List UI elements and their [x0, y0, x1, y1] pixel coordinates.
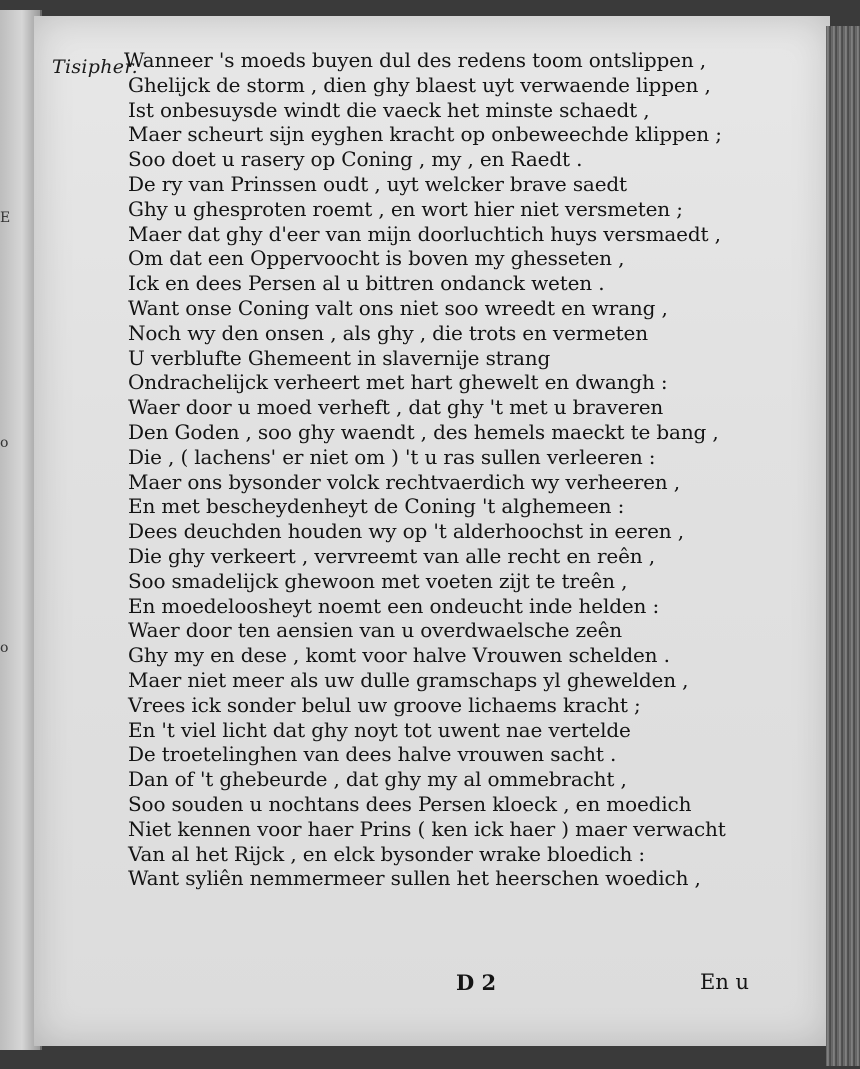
- verse-line: En 't viel licht dat ghy noyt tot uwent nae vertelde: [128, 717, 631, 742]
- verse-line: Soo souden u nochtans dees Persen kloeck , en moedich: [128, 791, 692, 816]
- verse-line: Vrees ick sonder belul uw groove lichaems kracht ;: [128, 692, 641, 717]
- verse-line: En met bescheydenheyt de Coning 't alghemeen :: [128, 494, 625, 519]
- verse-block: [124, 48, 814, 891]
- verse-line: Maer dat ghy d'eer van mijn doorluchtich huys versmaedt ,: [128, 221, 721, 246]
- speaker-label: Tisipher.: [52, 56, 138, 78]
- verse-line: Die , ( lachens' er niet om ) 't u ras sullen verleeren :: [128, 444, 656, 469]
- verse-line: Ghy my en dese , komt voor halve Vrouwen schelden .: [128, 643, 670, 668]
- verse-line: Ghy u ghesproten roemt , en wort hier niet versmeten ;: [128, 196, 683, 221]
- catchword: En u: [700, 970, 750, 994]
- verse-line: Want onse Coning valt ons niet soo wreedt en wrang ,: [128, 295, 668, 320]
- verse-line: Soo smadelijck ghewoon met voeten zijt te treên ,: [128, 568, 628, 593]
- page-stack-edge: [826, 26, 860, 1066]
- verse-line: Die ghy verkeert , vervreemt van alle recht en reên ,: [128, 543, 655, 568]
- verse-line: Ick en dees Persen al u bittren ondanck weten .: [128, 271, 605, 296]
- verse-line: De troetelinghen van dees halve vrouwen sacht .: [128, 742, 617, 767]
- left-leaf-mark: o: [0, 435, 9, 451]
- verse-line: Waer door ten aensien van u overdwaelsche zeên: [128, 618, 623, 643]
- verse-line: Den Goden , soo ghy waendt , des hemels maeckt te bang ,: [128, 419, 719, 444]
- verse-line: De ry van Prinssen oudt , uyt welcker brave saedt: [128, 171, 627, 196]
- verse-line: Niet kennen voor haer Prins ( ken ick haer ) maer verwacht: [128, 816, 726, 841]
- verse-line: Van al het Rijck , en elck bysonder wrake bloedich :: [128, 841, 646, 866]
- left-leaf-mark: E: [0, 210, 11, 226]
- verse-line: U verblufte Ghemeent in slavernije strang: [128, 345, 551, 370]
- verse-line: Soo doet u rasery op Coning , my , en Raedt .: [128, 147, 583, 172]
- verse-line: Dan of 't ghebeurde , dat ghy my al ommebracht ,: [128, 767, 627, 792]
- verse-line: Maer niet meer als uw dulle gramschaps yl ghewelden ,: [128, 667, 689, 692]
- verse-line: Ondrachelijck verheert met hart ghewelt en dwangh :: [128, 370, 668, 395]
- left-leaf-mark: o: [0, 640, 9, 656]
- verse-line: Noch wy den onsen , als ghy , die trots en vermeten: [128, 320, 648, 345]
- verse-line: Wanneer 's moeds buyen dul des redens toom ontslippen ,: [124, 48, 707, 72]
- verse-line: Maer scheurt sijn eyghen kracht op onbeweechde klippen ;: [128, 122, 722, 147]
- verse-line: Ghelijck de storm , dien ghy blaest uyt verwaende lippen ,: [128, 72, 711, 97]
- signature-mark: D 2: [456, 970, 497, 995]
- verse-line: Dees deuchden houden wy op 't alderhoochst in eeren ,: [128, 519, 684, 544]
- verse-line: Maer ons bysonder volck rechtvaerdich wy verheeren ,: [128, 469, 680, 494]
- verse-line: En moedeloosheyt noemt een ondeucht inde helden :: [128, 593, 660, 618]
- verse-line: Ist onbesuysde windt die vaeck het minste schaedt ,: [128, 97, 650, 122]
- verse-line: Waer door u moed verheft , dat ghy 't met u braveren: [128, 395, 664, 420]
- verse-line: Om dat een Oppervoocht is boven my ghesseten ,: [128, 246, 625, 271]
- verse-line: Want syliên nemmermeer sullen het heerschen woedich ,: [128, 866, 701, 891]
